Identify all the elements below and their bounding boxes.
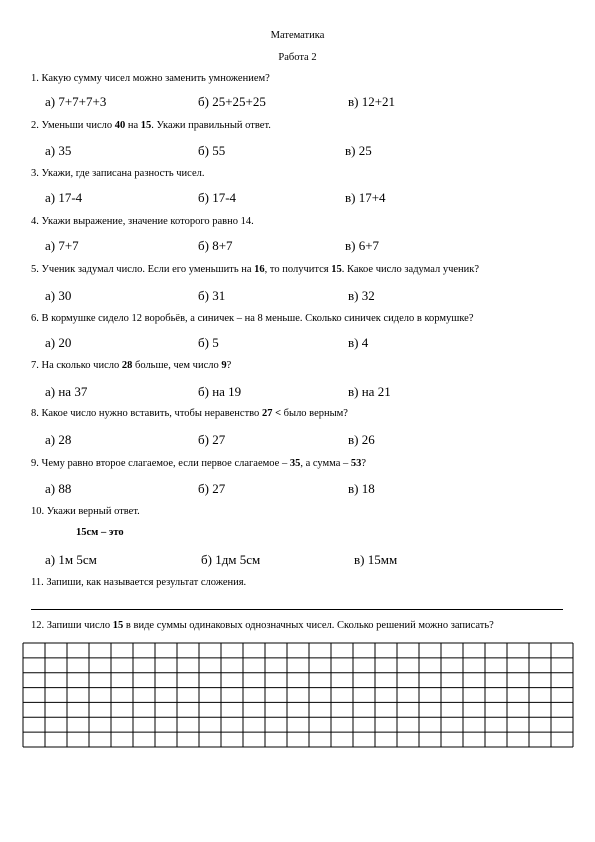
question-6: 6. В кормушке сидело 12 воробьёв, а синичек – на 8 меньше. Сколько синичек сидело в кормушке?: [31, 313, 474, 324]
question-9: 9. Чему равно второе слагаемое, если первое слагаемое – 35, а сумма – 53?: [31, 458, 367, 469]
q2-option-c: в) 25: [345, 143, 372, 158]
question-11: 11. Запиши, как называется результат сложения.: [31, 577, 247, 588]
question-1: 1. Какую сумму чисел можно заменить умножением?: [31, 73, 270, 84]
question-2: 2. Уменьши число 40 на 15. Укажи правильный ответ.: [31, 120, 271, 131]
q1-option-b: б) 25+25+25: [198, 94, 266, 109]
question-7: 7. На сколько число 28 больше, чем число 9?: [31, 360, 232, 371]
q5-option-c: в) 32: [348, 288, 375, 303]
q9-option-b: б) 27: [198, 481, 226, 496]
q3-option-c: в) 17+4: [345, 190, 386, 205]
q6-option-c: в) 4: [348, 335, 369, 350]
question-4: 4. Укажи выражение, значение которого равно 14.: [31, 216, 254, 227]
q7-option-c: в) на 21: [348, 384, 391, 399]
work-title: Работа 2: [278, 52, 317, 63]
q8-option-b: б) 27: [198, 432, 226, 447]
q1-option-a: а) 7+7+7+3: [45, 94, 107, 109]
question-12: 12. Запиши число 15 в виде суммы одинаковых однозначных чисел. Сколько решений можно записать?: [31, 620, 494, 631]
q10-option-c: в) 15мм: [354, 552, 398, 567]
q5-option-b: б) 31: [198, 288, 226, 303]
q1-option-c: в) 12+21: [348, 94, 396, 109]
q4-option-c: в) 6+7: [345, 238, 380, 253]
answer-line[interactable]: [31, 609, 563, 610]
q4-option-b: б) 8+7: [198, 238, 233, 253]
question-8: 8. Какое число нужно вставить, чтобы неравенство 27 < было верным?: [31, 408, 348, 419]
q8-option-a: а) 28: [45, 432, 72, 447]
q8-option-c: в) 26: [348, 432, 375, 447]
q4-option-a: а) 7+7: [45, 238, 79, 253]
q3-option-b: б) 17-4: [198, 190, 237, 205]
q2-option-b: б) 55: [198, 143, 226, 158]
question-3: 3. Укажи, где записана разность чисел.: [31, 168, 205, 179]
subject-title: Математика: [270, 30, 325, 41]
question-10: 10. Укажи верный ответ.: [31, 506, 140, 517]
q3-option-a: а) 17-4: [45, 190, 83, 205]
q10-option-b: б) 1дм 5см: [201, 552, 261, 567]
q10-subtitle: 15см – это: [76, 527, 124, 538]
q6-option-a: а) 20: [45, 335, 72, 350]
q2-option-a: а) 35: [45, 143, 72, 158]
q5-option-a: а) 30: [45, 288, 72, 303]
q6-option-b: б) 5: [198, 335, 219, 350]
q7-option-a: а) на 37: [45, 384, 88, 399]
q9-option-c: в) 18: [348, 481, 375, 496]
question-5: 5. Ученик задумал число. Если его уменьшить на 16, то получится 15. Какое число задумал ученик?: [31, 264, 480, 275]
q7-option-b: б) на 19: [198, 384, 242, 399]
answer-grid[interactable]: [22, 642, 574, 748]
q9-option-a: а) 88: [45, 481, 72, 496]
q10-option-a: а) 1м 5см: [45, 552, 97, 567]
